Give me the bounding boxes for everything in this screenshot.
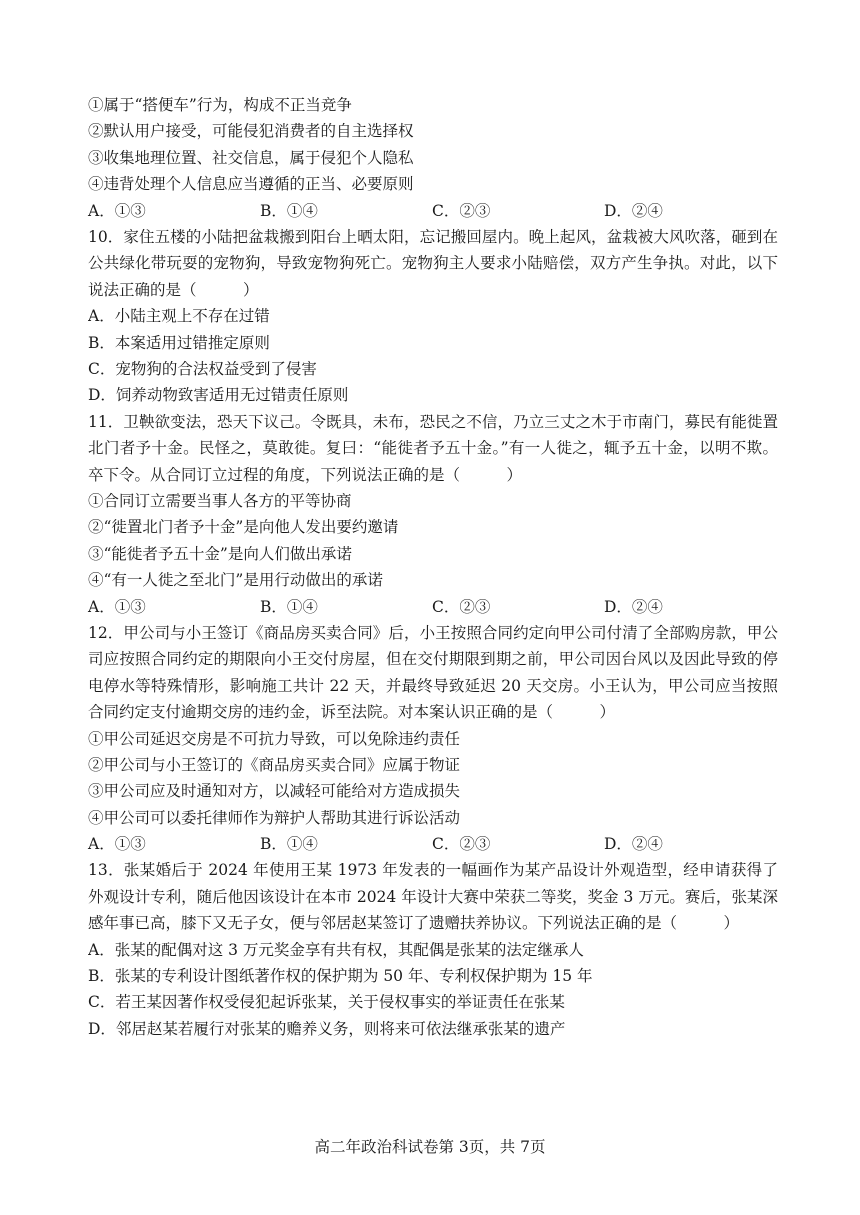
question-12 <box>88 620 778 726</box>
statement-1: ①甲公司延迟交房是不可抗力导致，可以免除违约责任 <box>88 729 461 748</box>
option-c: C．②③ <box>432 835 491 854</box>
statement-3: ③“能徙者予五十金”是向人们做出承诺 <box>88 544 352 563</box>
option-c: C．②③ <box>432 597 491 616</box>
option-d: D．②④ <box>604 835 663 854</box>
choice-a: A．小陆主观上不存在过错 <box>88 307 270 326</box>
choice-c: C．若王某因著作权受侵犯起诉张某，关于侵权事实的举证责任在张某 <box>88 993 565 1012</box>
choice-b: B．本案适用过错推定原则 <box>88 333 270 352</box>
question-10 <box>88 224 778 303</box>
question-11 <box>88 409 778 488</box>
statement-1: ①合同订立需要当事人各方的平等协商 <box>88 491 352 510</box>
option-c: C．②③ <box>432 201 491 220</box>
choice-a: A．张某的配偶对这 3 万元奖金享有共有权，其配偶是张某的法定继承人 <box>88 940 584 959</box>
question-11-stem: 11．卫鞅欲变法，恐天下议己。令既具，未布，恐民之不信，乃立三丈之木于市南门，募民有能徙置北门者予十金。民怪之，莫敢徙。复曰：“能徙者予五十金。”有一人徙之，辄予五十金，以明不欺。卒下令。从合同订立过程的角度，下列说法正确的是（ ） <box>88 412 778 484</box>
statement-1: ①属于“搭便车”行为，构成不正当竞争 <box>88 96 352 114</box>
option-a: A．①③ <box>88 201 146 220</box>
question-10-stem: 10．家住五楼的小陆把盆栽搬到阳台上晒太阳，忘记搬回屋内。晚上起风，盆栽被大风吹落，砸到在公共绿化带玩耍的宠物狗，导致宠物狗死亡。宠物狗主人要求小陆赔偿，双方产生争执。对此，以下说法正确的是（ ） <box>88 227 778 299</box>
statement-4: ④“有一人徙之至北门”是用行动做出的承诺 <box>88 571 383 590</box>
page-footer: 高二年政治科试卷第 3页，共 7页 <box>314 1138 546 1156</box>
option-d: D．②④ <box>604 597 663 616</box>
option-b: B．①④ <box>260 201 318 220</box>
exam-content <box>88 92 778 1042</box>
statement-4: ④甲公司可以委托律师作为辩护人帮助其进行诉讼活动 <box>88 808 461 827</box>
option-b: B．①④ <box>260 835 318 854</box>
option-b: B．①④ <box>260 597 318 616</box>
question-13-stem: 13．张某婚后于 2024 年使用王某 1973 年发表的一幅画作为某产品设计外观造型，经申请获得了外观设计专利，随后他因该设计在本市 2024 年设计大赛中荣获二等奖，奖金 3 万元。赛后，张某深感年事已高，膝下又无子女，便与邻居赵某签订了遗赠扶养协议。下列说法正确的是（ ） <box>88 861 778 933</box>
choice-d: D．邻居赵某若履行对张某的赡养义务，则将来可依法继承张某的遗产 <box>88 1019 566 1038</box>
question-12-stem: 12．甲公司与小王签订《商品房买卖合同》后，小王按照合同约定向甲公司付清了全部购房款，甲公司应按照合同约定的期限向小王交付房屋，但在交付期限到期之前，甲公司因台风以及因此导致的停电停水等特殊情形，影响施工共计 22 天，并最终导致延迟 20 天交房。小王认为，甲公司应当按照合同约定支付逾期交房的违约金，诉至法院。对本案认识正确的是（ ） <box>88 623 778 722</box>
statement-3: ③收集地理位置、社交信息，属于侵犯个人隐私 <box>88 148 414 167</box>
option-d: D．②④ <box>604 201 663 220</box>
question-11-options <box>88 594 778 620</box>
question-12-options <box>88 831 778 857</box>
question-13 <box>88 857 778 936</box>
statement-2: ②“徙置北门者予十金”是向他人发出要约邀请 <box>88 518 399 537</box>
question-9-statements <box>88 92 778 198</box>
statement-4: ④违背处理个人信息应当遵循的正当、必要原则 <box>88 175 414 194</box>
choice-c: C．宠物狗的合法权益受到了侵害 <box>88 359 317 378</box>
statement-3: ③甲公司应及时通知对方，以减轻可能给对方造成损失 <box>88 782 461 801</box>
choice-d: D．饲养动物致害适用无过错责任原则 <box>88 386 349 405</box>
option-a: A．①③ <box>88 835 146 854</box>
question-9-options <box>88 198 778 224</box>
option-a: A．①③ <box>88 597 146 616</box>
statement-2: ②默认用户接受，可能侵犯消费者的自主选择权 <box>88 122 414 141</box>
choice-b: B．张某的专利设计图纸著作权的保护期为 50 年、专利权保护期为 15 年 <box>88 967 593 986</box>
statement-2: ②甲公司与小王签订的《商品房买卖合同》应属于物证 <box>88 755 461 774</box>
